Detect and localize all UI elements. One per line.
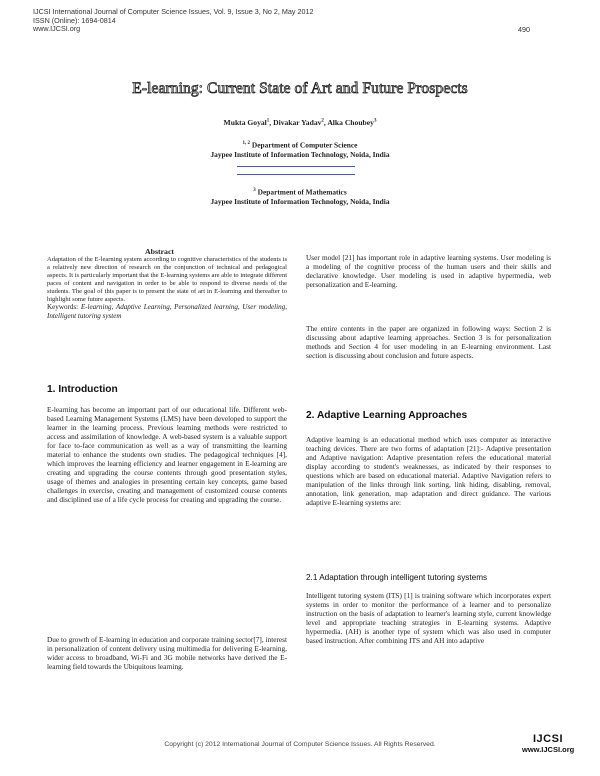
abstract-text: Adaptation of the E-learning system according to cognitive characteristics of the students is a relatively new direction of research on the conjunction of technical and pedagogical aspects. It is particularly important that the E-learning systems are able to integrate different paces of content and navigation in order to be able to respond to diverse needs of the students. The goal of this paper is to present the state of art in E-learning and thereafter to highlight some future aspects. [47, 256, 287, 303]
adaptive-learning-paragraph: Adaptive learning is an educational method which uses computer as interactive teaching devices. There are two forms of adaptation [21]:- Adaptive presentation and Adaptive navigation: Adaptive presentation refers the educational material display according to student's weaknesses, as indicated by their responses to questions which are based on educational material. Adaptive Navigation refers to manipulation of the links through link sorting, link hiding, disabling, removal, annotation, link generation, map adaptation and direct guidance. The various adaptive E-learning systems are: [306, 435, 551, 507]
separator-line [237, 166, 355, 167]
paper-title: E-learning: Current State of Art and Future Prospects [132, 80, 468, 97]
subsection-heading-intelligent-tutoring: 2.1 Adaptation through intelligent tutoring systems [306, 573, 488, 582]
affiliation-1-dept: Department of Computer Science [251, 140, 358, 150]
abstract-heading: Abstract [145, 247, 175, 256]
section-heading-introduction: 1. Introduction [47, 384, 118, 395]
journal-header [33, 8, 313, 34]
journal-name: IJCSI International Journal of Computer Science Issues, Vol. 9, Issue 3, No 2, May 2012 [33, 7, 314, 16]
author-list [0, 118, 600, 127]
logo-url: www.IJCSI.org [522, 745, 575, 754]
copyright-footer: Copyright (c) 2012 International Journal of Computer Science Issues. All Rights Reserved. [164, 741, 436, 748]
keywords-label: Keywords: [47, 303, 79, 312]
keywords [47, 303, 287, 319]
author-sep: , [323, 118, 328, 127]
page-number: 490 [518, 25, 530, 34]
journal-url: www.IJCSI.org [33, 24, 81, 34]
affiliation-2-sup: 3 [253, 188, 256, 193]
separator-line [237, 174, 355, 175]
affiliation-2-dept: Department of Mathematics [257, 187, 347, 197]
author-2-sup: 2 [321, 118, 324, 124]
affiliation-2-inst: Jaypee Institute of Information Technology, Noida, India [210, 197, 390, 207]
affiliation-1-sup: 1, 2 [242, 141, 251, 146]
author-sep: , [269, 118, 274, 127]
author-2: Divakar Yadav [273, 118, 322, 127]
issn: ISSN (Online): 1694-0814 [33, 15, 116, 25]
author-1: Mukta Goyal [223, 118, 267, 127]
affiliation-1 [0, 139, 600, 160]
right-paragraph-organization: The entire contents in the paper are organized in following ways: Section 2 is discussing about adaptive learning approaches. Section 3 is for personalization methods and Section 4 for user modeling in an E-learning environment. Last section is discussing about conclusion and future aspects. [306, 324, 551, 360]
intelligent-tutoring-paragraph: Intelligent tutoring system (ITS) [1] is training software which incorporates expert systems in order to monitor the performance of a learner and to personalize instruction on the basis of adaptation to learner's learning style, current knowledge level and appropriate teaching strategies in E-learning systems. Adaptive hypermedia. (AH) is another type of system which was also used in computer based instruction. After combining ITS and AH into adaptive [306, 591, 551, 645]
abstract [47, 256, 287, 320]
author-3-sup: 3 [373, 118, 377, 124]
affiliation-1-inst: Jaypee Institute of Information Technology, Noida, India [210, 150, 390, 160]
logo-mark: IJCSI [532, 733, 563, 745]
author-3: Alka Choubey [327, 118, 374, 127]
affiliation-2 [0, 186, 600, 207]
right-paragraph-user-model: User model [21] has important role in adaptive learning systems. User modeling is a modeling of the cognitive process of the human users and their skills and declarative knowledge. User modeling is used in adaptive hypermedia, web personalization and E-learning. [306, 253, 551, 289]
author-1-sup: 1 [266, 118, 270, 124]
section-heading-adaptive-learning: 2. Adaptive Learning Approaches [306, 410, 468, 421]
introduction-paragraph-2: Due to growth of E-learning in education and corporate training sector[7], interest in personalization of content delivery using multimedia for delivering E-learning, wider access to broadband, Wi-Fi and 3G mobile networks have derived the E-learning field towards the Ubiquitous learning. [47, 635, 287, 671]
ijcsi-logo [522, 733, 574, 754]
keywords-list: E-learning, Adaptive Learning, Personalized learning, User modeling, Intelligent tutoring system [47, 303, 287, 320]
introduction-paragraph-1: E-learning has become an important part of our educational life. Different web-based Learning Management Systems (LMS) have been developed to support the learner in the learning process. Previous learning methods were restricted to access and assimilation of knowledge. A web-based system is a valuable support for face to-face communication as well as a way of transmitting the learning material to enhance the students own studies. The pedagogical techniques [4], which improves the learning efficiency and learner engagement in E-learning are creating and upgrading the course contents through good presentation styles, usage of themes and analogies in presenting certain key concepts, game based challenges in exercise, creating and management of customized course contents and disciplined use of a life cycle process for creating and upgrading the course. [47, 405, 287, 504]
